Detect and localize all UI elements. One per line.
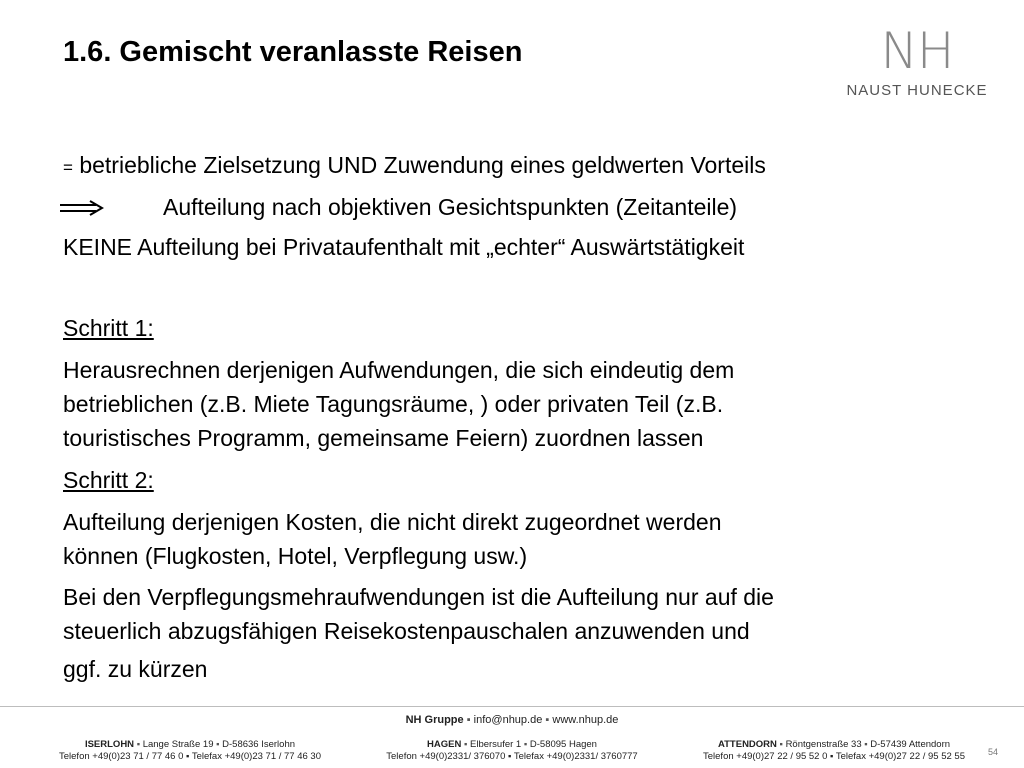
implies-arrow-icon xyxy=(60,200,104,216)
step2-paragraph xyxy=(63,505,722,573)
office-address: Lange Straße 19 xyxy=(142,739,214,750)
step2-line: können (Flugkosten, Hotel, Verpflegung usw.) xyxy=(63,543,528,569)
footer-separator: ▪ xyxy=(523,739,528,750)
office-zip: D-58636 Iserlohn xyxy=(222,739,296,750)
footer-email[interactable]: info@nhup.de xyxy=(473,714,543,726)
office-city: ISERLOHN xyxy=(84,739,135,750)
footer-separator: ▪ xyxy=(216,739,220,750)
footer-separator: ▪ xyxy=(466,714,471,726)
step1-line: Herausrechnen derjenigen Aufwendungen, die sich eindeutig dem xyxy=(63,357,735,383)
footer-separator: ▪ xyxy=(864,739,868,750)
step1-line: betrieblichen (z.B. Miete Tagungsräume, ) oder privaten Teil (z.B. xyxy=(63,391,724,417)
office-phone: Telefon +49(0)2331/ 376070 ▪ Telefax +49(0)2331/ 3760777 xyxy=(386,751,638,762)
step2-heading: Schritt 2: xyxy=(63,467,154,493)
footer-separator: ▪ xyxy=(779,739,783,750)
footer-office-hagen xyxy=(362,739,662,763)
footer-separator: ▪ xyxy=(136,739,141,750)
footer-office-attendorn xyxy=(684,739,984,763)
office-phone: Telefon +49(0)23 71 / 77 46 0 ▪ Telefax +49(0)23 71 / 77 46 30 xyxy=(59,751,321,762)
step2-note-line: Bei den Verpflegungsmehraufwendungen ist die Aufteilung nur auf die xyxy=(63,584,774,610)
exception-line: KEINE Aufteilung bei Privataufenthalt mit „echter“ Auswärtstätigkeit xyxy=(63,234,745,260)
footer-group-name: NH Gruppe xyxy=(405,714,464,726)
office-city: HAGEN xyxy=(427,739,462,750)
footer-contact xyxy=(0,714,1024,726)
office-address: Elbersufer 1 xyxy=(470,739,522,750)
step1-paragraph xyxy=(63,353,734,455)
step1-line: touristisches Programm, gemeinsame Feiern) zuordnen lassen xyxy=(63,425,704,451)
equals-sign: = xyxy=(63,158,73,177)
definition-line xyxy=(63,150,766,183)
slide-title: 1.6. Gemischt veranlasste Reisen xyxy=(63,36,523,68)
step2-note-paragraph xyxy=(63,580,774,686)
office-zip: D-58095 Hagen xyxy=(529,739,597,750)
logo-name: NAUST HUNECKE xyxy=(846,82,988,99)
company-logo xyxy=(836,22,998,99)
step2-note-line: ggf. zu kürzen xyxy=(63,656,208,682)
definition-text: betriebliche Zielsetzung UND Zuwendung eines geldwerten Vorteils xyxy=(72,152,766,178)
office-phone: Telefon +49(0)27 22 / 95 52 0 ▪ Telefax +49(0)27 22 / 95 52 55 xyxy=(703,751,965,762)
footer-divider xyxy=(0,706,1024,707)
step1-heading: Schritt 1: xyxy=(63,315,154,341)
footer-separator: ▪ xyxy=(463,739,468,750)
office-address: Röntgenstraße 33 xyxy=(785,739,862,750)
logo-mark: NH xyxy=(880,22,954,80)
footer-website[interactable]: www.nhup.de xyxy=(552,714,619,726)
step2-line: Aufteilung derjenigen Kosten, die nicht direkt zugeordnet werden xyxy=(63,509,722,535)
page-number: 54 xyxy=(988,747,999,757)
step2-note-line: steuerlich abzugsfähigen Reisekostenpauschalen anzuwenden und xyxy=(63,618,750,644)
footer-separator: ▪ xyxy=(545,714,550,726)
office-zip: D-57439 Attendorn xyxy=(870,739,951,750)
footer-office-iserlohn xyxy=(40,739,340,763)
consequence-line: Aufteilung nach objektiven Gesichtspunkten (Zeitanteile) xyxy=(163,194,738,220)
office-city: ATTENDORN xyxy=(717,739,777,750)
